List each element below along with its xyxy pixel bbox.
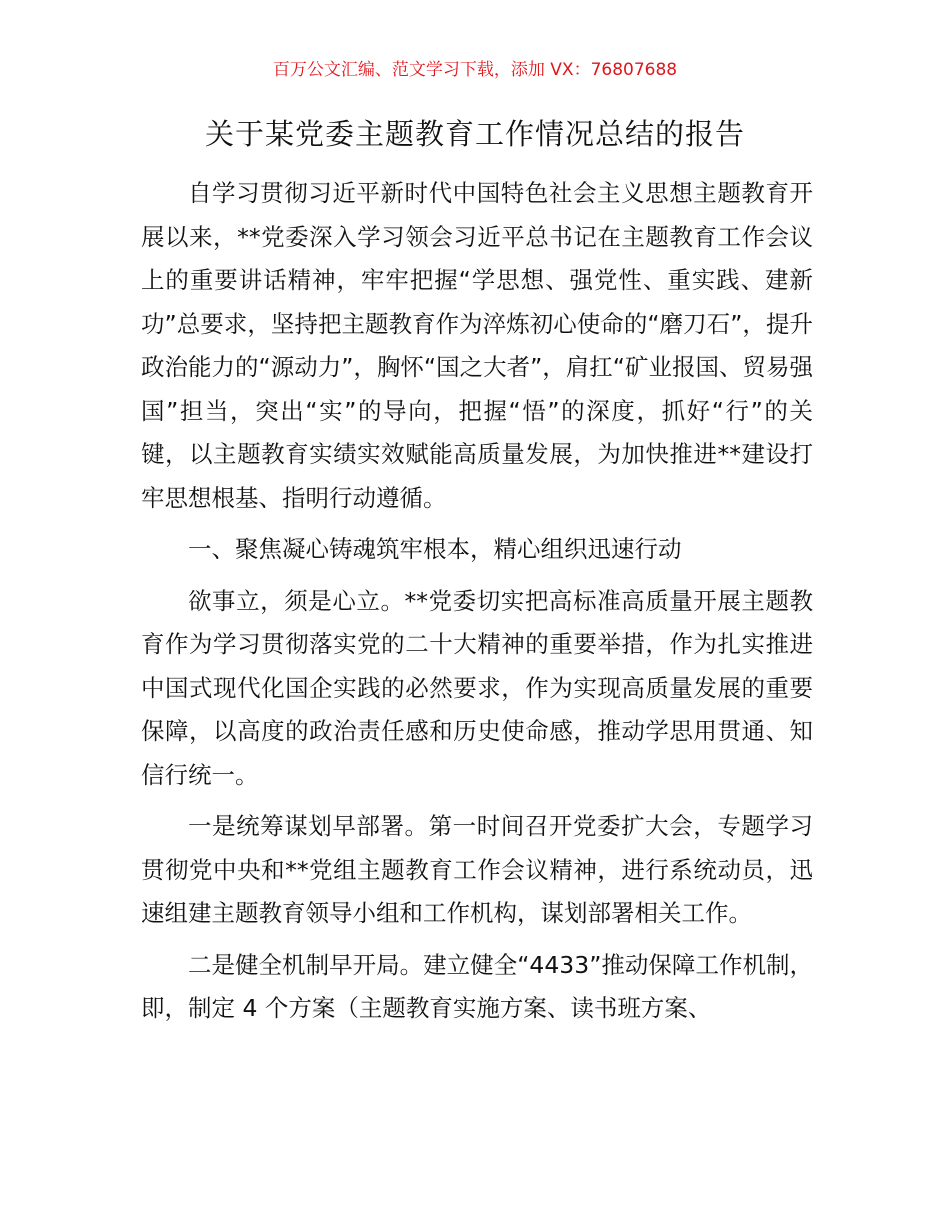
- document-body: [141, 172, 813, 1031]
- header-watermark-banner: 百万公文汇编、范文学习下载，添加 VX：76807688: [272, 60, 678, 80]
- document-title: 关于某党委主题教育工作情况总结的报告: [204, 117, 745, 151]
- section-1-paragraph-3: 二是健全机制早开局。建立健全“4433”推动保障工作机制，即，制定 4 个方案（主题教育实施方案、读书班方案、: [141, 950, 813, 1022]
- intro-paragraph: 自学习贯彻习近平新时代中国特色社会主义思想主题教育开展以来，**党委深入学习领会习近平总书记在主题教育工作会议上的重要讲话精神，牢牢把握“学思想、强党性、重实践、建新功”总要求，坚持把主题教育作为淬炼初心使命的“磨刀石”，提升政治能力的“源动力”，胸怀“国之大者”，肩扛“矿业报国、贸易强国”担当，突出“实”的导向，把握“悟”的深度，抓好“行”的关键，以主题教育实绩实效赋能高质量发展，为加快推进**建设打牢思想根基、指明行动遵循。: [141, 179, 813, 512]
- section-1-paragraph-1: 欲事立，须是心立。**党委切实把高标准高质量开展主题教育作为学习贯彻落实党的二十大精神的重要举措，作为扎实推进中国式现代化国企实践的必然要求，作为实现高质量发展的重要保障，以高度的政治责任感和历史使命感，推动学思用贯通、知信行统一。: [141, 586, 813, 789]
- section-1-paragraph-2: 一是统筹谋划早部署。第一时间召开党委扩大会，专题学习贯彻党中央和**党组主题教育工作会议精神，进行系统动员，迅速组建主题教育领导小组和工作机构，谋划部署相关工作。: [141, 812, 813, 927]
- section-heading-1: 一、聚焦凝心铸魂筑牢根本，精心组织迅速行动: [188, 535, 682, 563]
